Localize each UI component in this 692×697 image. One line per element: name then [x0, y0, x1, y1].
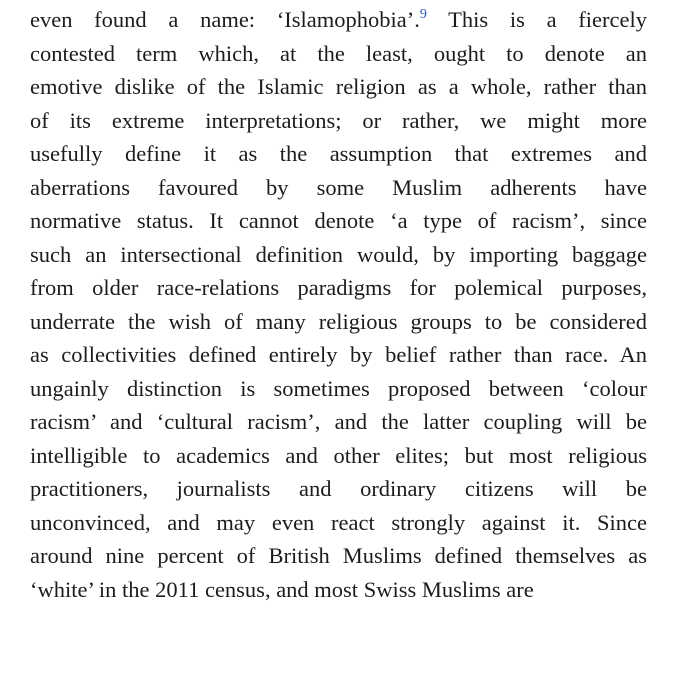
text-line-17: around nine percent of British Muslims defined themselves as [30, 543, 647, 568]
text-line-12: ungainly distinction is sometimes proposed between ‘colour [30, 375, 647, 401]
footnote-reference-link[interactable]: 9 [419, 7, 427, 22]
text-line-8: such an intersectional definition would, by importing baggage [30, 241, 647, 267]
text-line-9: from older race-relations paradigms for polemical purposes, [30, 275, 647, 300]
text-line-11: as collectivities defined entirely by belief rather than race. An [30, 342, 647, 367]
text-line-14: intelligible to academics and other elites; but most religious [30, 442, 647, 468]
text-line-1-end: This is a fiercely [426, 7, 647, 32]
text-line-5: usefully define it as the assumption that extremes and [30, 141, 647, 166]
text-line-16: unconvinced, and may even react strongly against it. Since [30, 509, 647, 535]
text-line-7: normative status. It cannot denote ‘a type of racism’, since [30, 208, 647, 233]
document-page [30, 3, 647, 606]
text-line-18: ‘white’ in the 2011 census, and most Swiss Muslims are [30, 576, 534, 602]
text-line-6: aberrations favoured by some Muslim adherents have [30, 174, 647, 200]
text-line-15: practitioners, journalists and ordinary citizens will be [30, 476, 647, 501]
text-line-4: of its extreme interpretations; or rather, we might more [30, 107, 647, 133]
text-line-2: contested term which, at the least, ought to denote an [30, 40, 647, 66]
text-line-3: emotive dislike of the Islamic religion as a whole, rather than [30, 74, 647, 99]
text-line-1-start: even found a name: ‘Islamophobia’. [30, 7, 420, 32]
text-line-10: underrate the wish of many religious groups to be considered [30, 308, 647, 334]
text-line-1 [30, 3, 647, 37]
text-line-13: racism’ and ‘cultural racism’, and the latter coupling will be [30, 409, 647, 434]
